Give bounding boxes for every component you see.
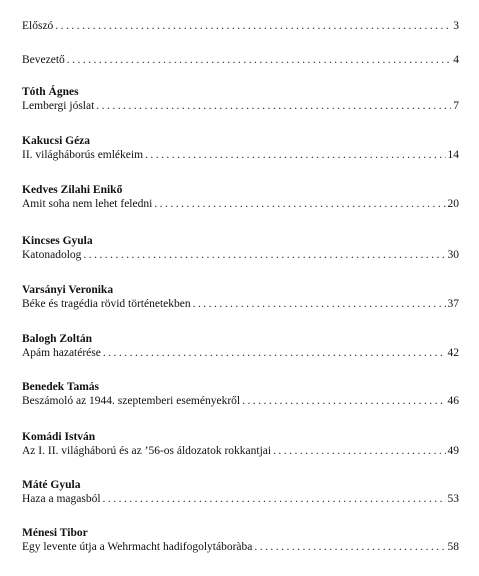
page-number: 14: [447, 149, 459, 161]
entry-title: Beszámoló az 1944. szeptemberi eseményekről: [22, 395, 241, 407]
entry-title: Haza a magasból: [22, 493, 101, 505]
entry-author: Tóth Ágnes: [22, 86, 79, 98]
entry-title: Az I. II. világháború és az ’56-os áldozatok rokkantjai: [22, 445, 272, 457]
toc-entry: [22, 478, 459, 506]
dot-leader: [145, 148, 445, 162]
entry-title: Bevezető: [22, 54, 65, 66]
toc-line: [22, 248, 459, 262]
dot-leader: [55, 19, 451, 33]
toc-line: [22, 540, 459, 554]
toc-line: [22, 492, 459, 506]
dot-leader: [193, 297, 446, 311]
entry-title: Apám hazatérése: [22, 347, 101, 359]
entry-author: Komádi István: [22, 431, 96, 443]
page-number: 30: [447, 249, 459, 261]
page-number: 3: [453, 20, 459, 32]
dot-leader: [83, 248, 445, 262]
entry-author: Kincses Gyula: [22, 235, 93, 247]
toc-entry: [22, 134, 459, 162]
entry-title: Előszó: [22, 20, 54, 32]
dot-leader: [67, 53, 451, 67]
page-number: 58: [447, 541, 459, 553]
dot-leader: [96, 99, 451, 113]
entry-author: Máté Gyula: [22, 479, 81, 491]
entry-author: Kedves Zilahi Enikő: [22, 184, 123, 196]
toc-line: [22, 99, 459, 113]
page-number: 20: [447, 198, 459, 210]
page-number: 4: [453, 54, 459, 66]
toc-entry: [22, 332, 459, 360]
dot-leader: [242, 394, 445, 408]
toc-entry: [22, 183, 459, 211]
entry-title: Amit soha nem lehet feledni: [22, 198, 153, 210]
entry-author: Ménesi Tibor: [22, 527, 88, 539]
toc-entry: [22, 526, 459, 554]
page-number: 49: [447, 445, 459, 457]
dot-leader: [103, 346, 446, 360]
toc-line: [22, 53, 459, 67]
entry-title: II. világháborús emlékeim: [22, 149, 144, 161]
toc-entry: [22, 430, 459, 458]
page-number: 42: [447, 347, 459, 359]
toc-entry: [22, 380, 459, 408]
page-number: 37: [447, 298, 459, 310]
entry-title: Béke és tragédia rövid történetekben: [22, 298, 191, 310]
toc-line: [22, 346, 459, 360]
toc-line: [22, 19, 459, 33]
toc-line: [22, 394, 459, 408]
dot-leader: [103, 492, 446, 506]
entry-author: Kakucsi Géza: [22, 135, 91, 147]
entry-author: Balogh Zoltán: [22, 333, 92, 345]
toc-entry: [22, 85, 459, 113]
dot-leader: [154, 197, 445, 211]
dot-leader: [254, 540, 445, 554]
page-number: 7: [453, 100, 459, 112]
toc-line: [22, 444, 459, 458]
dot-leader: [273, 444, 445, 458]
entry-title: Katonadolog: [22, 249, 82, 261]
entry-author: Varsányi Veronika: [22, 284, 114, 296]
toc-entry: [22, 234, 459, 262]
page-number: 53: [447, 493, 459, 505]
entry-author: Benedek Tamás: [22, 381, 100, 393]
toc-entry: [22, 19, 459, 33]
entry-title: Lembergi jóslat: [22, 100, 95, 112]
toc-line: [22, 297, 459, 311]
toc-entry: [22, 53, 459, 67]
entry-title: Egy levente útja a Wehrmacht hadifogolytáboràba: [22, 541, 253, 553]
toc-entry: [22, 283, 459, 311]
toc-line: [22, 197, 459, 211]
toc-line: [22, 148, 459, 162]
page-number: 46: [447, 395, 459, 407]
